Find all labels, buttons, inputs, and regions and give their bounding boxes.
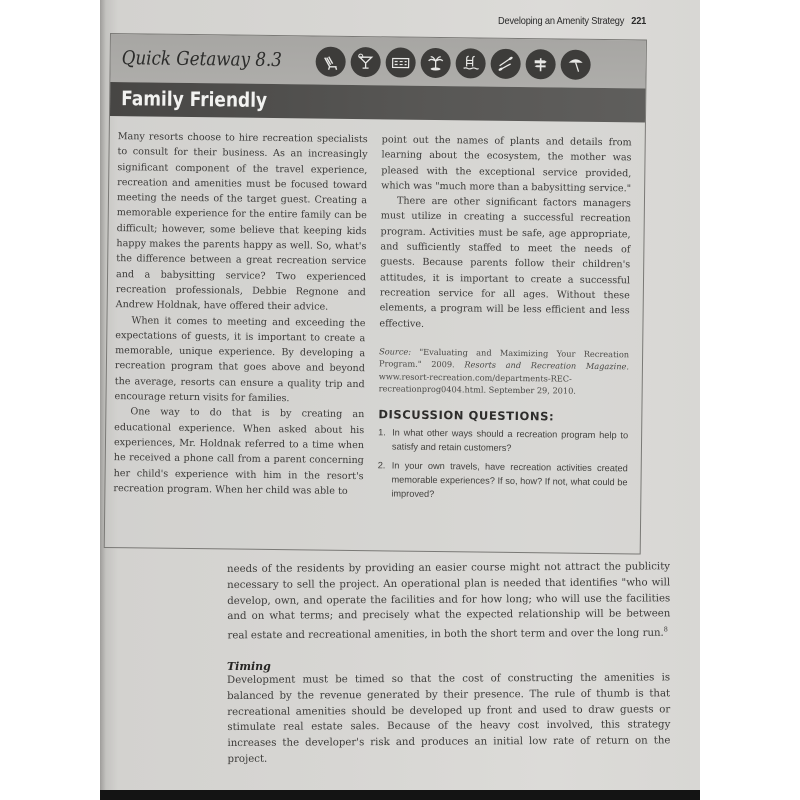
main-paragraph-text: Development must be timed so that the cost of constructing the amenities is balanced by the revenue generated by their presence. The rule of thumb is that recreational amenities should be developed up front and used to draw guests or stimulate real estate sales. Because of the heavy cost involved, this strategy increases the developer's risk and produces an initial low rate of return on the project.: [227, 672, 671, 765]
box-right-column: [377, 132, 632, 508]
discussion-questions: [377, 425, 628, 503]
main-paragraph-text: needs of the residents by providing an easier course might not attract the publicity necessary to sell the project. An operational plan is needed that identifies "who will develop, own, and operate the facilities and for how long; who will use the facilities and on what terms; and precisely what the expected relationship will be between real estate and recreational amenities, in both the short term and over the long run.: [227, 561, 671, 642]
question-item: [377, 458, 627, 503]
box-paragraph: point out the names of plants and details from learning about the ecosystem, the mother was pleased with the exceptional service provided, which was "much more than a babysitting service.": [381, 134, 632, 195]
amenity-icons: [315, 47, 590, 80]
question-item: [378, 425, 628, 456]
page-shadow: [100, 790, 700, 800]
question-text: In your own travels, have recreation activities created memorable experiences? If so, how? If not, what could be improved?: [391, 460, 628, 500]
question-number: 2.: [377, 460, 386, 471]
question-number: 1.: [378, 427, 386, 438]
page-number: 221: [631, 15, 647, 27]
box-paragraph: When it comes to meeting and exceeding the expectations of guests, it is important to create a memorable, unique experience. By developing a recreation program that goes above and beyond the average, resorts can ensure a quality trip and encourage return visits for families.: [114, 314, 366, 405]
discussion-heading: DISCUSSION QUESTIONS:: [378, 407, 555, 424]
feature-title: Family Friendly: [121, 86, 268, 112]
paddles-icon: [490, 49, 520, 79]
box-paragraph: One way to do that is by creating an educational experience. When asked about his experiences, Mr. Holdnak referred to a time when he received a phone call from a parent concerning her child's experience with him in the resort's recreation program. When her child was able to: [113, 406, 365, 497]
section-heading-timing: Timing: [227, 660, 271, 673]
cocktail-icon: [350, 47, 380, 77]
source-citation: [379, 345, 630, 398]
feature-label: Quick Getaway 8.3: [121, 47, 283, 72]
box-paragraph: Many resorts choose to hire recreation specialists to consult for their business. As an increasingly significant component of the travel experience, recreation and amenities must be focused toward meeting the needs of the target guest. Creating a memorable experience for the entire family can be difficult; however, some believe that keeping kids happy makes the parents happy as well. So, what's the difference between a great recreation service and a babysitting service? Two experienced recreation professionals, Debbie Regnone and Andrew Holdnak, have offered their advice.: [115, 131, 368, 313]
source-publication: Resorts and Recreation Magazine.: [464, 359, 630, 372]
question-text: In what other ways should a recreation program help to satisfy and retain customers?: [391, 427, 629, 454]
hotel-building-icon: [385, 47, 415, 77]
palm-tree-island-icon: [420, 48, 450, 78]
main-paragraph: [227, 670, 671, 767]
running-head: [498, 15, 646, 27]
main-paragraph: [227, 559, 670, 644]
beach-umbrella-icon: [560, 50, 590, 80]
signpost-icon: [525, 49, 555, 79]
source-label: Source:: [379, 346, 412, 357]
lounge-chair-icon: [315, 47, 345, 77]
chapter-title: Developing an Amenity Strategy: [498, 15, 625, 27]
pool-ladder-icon: [455, 48, 485, 78]
footnote-marker: 8: [663, 625, 668, 634]
source-url-date: www.resort-recreation.com/departments-REC-recreationprog0404.html. September 29, 2010.: [378, 371, 577, 397]
box-left-column: [113, 129, 367, 499]
source-article: "Evaluating and Maximizing Your Recreation Program." 2009.: [378, 346, 630, 370]
box-paragraph: There are other significant factors managers must utilize in creating a successful recreation program. Activities must be safe, age appropriate, and sufficiently staffed to meet the needs of guests. Because parents follow their children's attitudes, it is important to create a successful recreation service for all ages. Without these elements, a program will be less efficient and less effective.: [379, 195, 632, 330]
quick-getaway-box: [104, 33, 647, 555]
